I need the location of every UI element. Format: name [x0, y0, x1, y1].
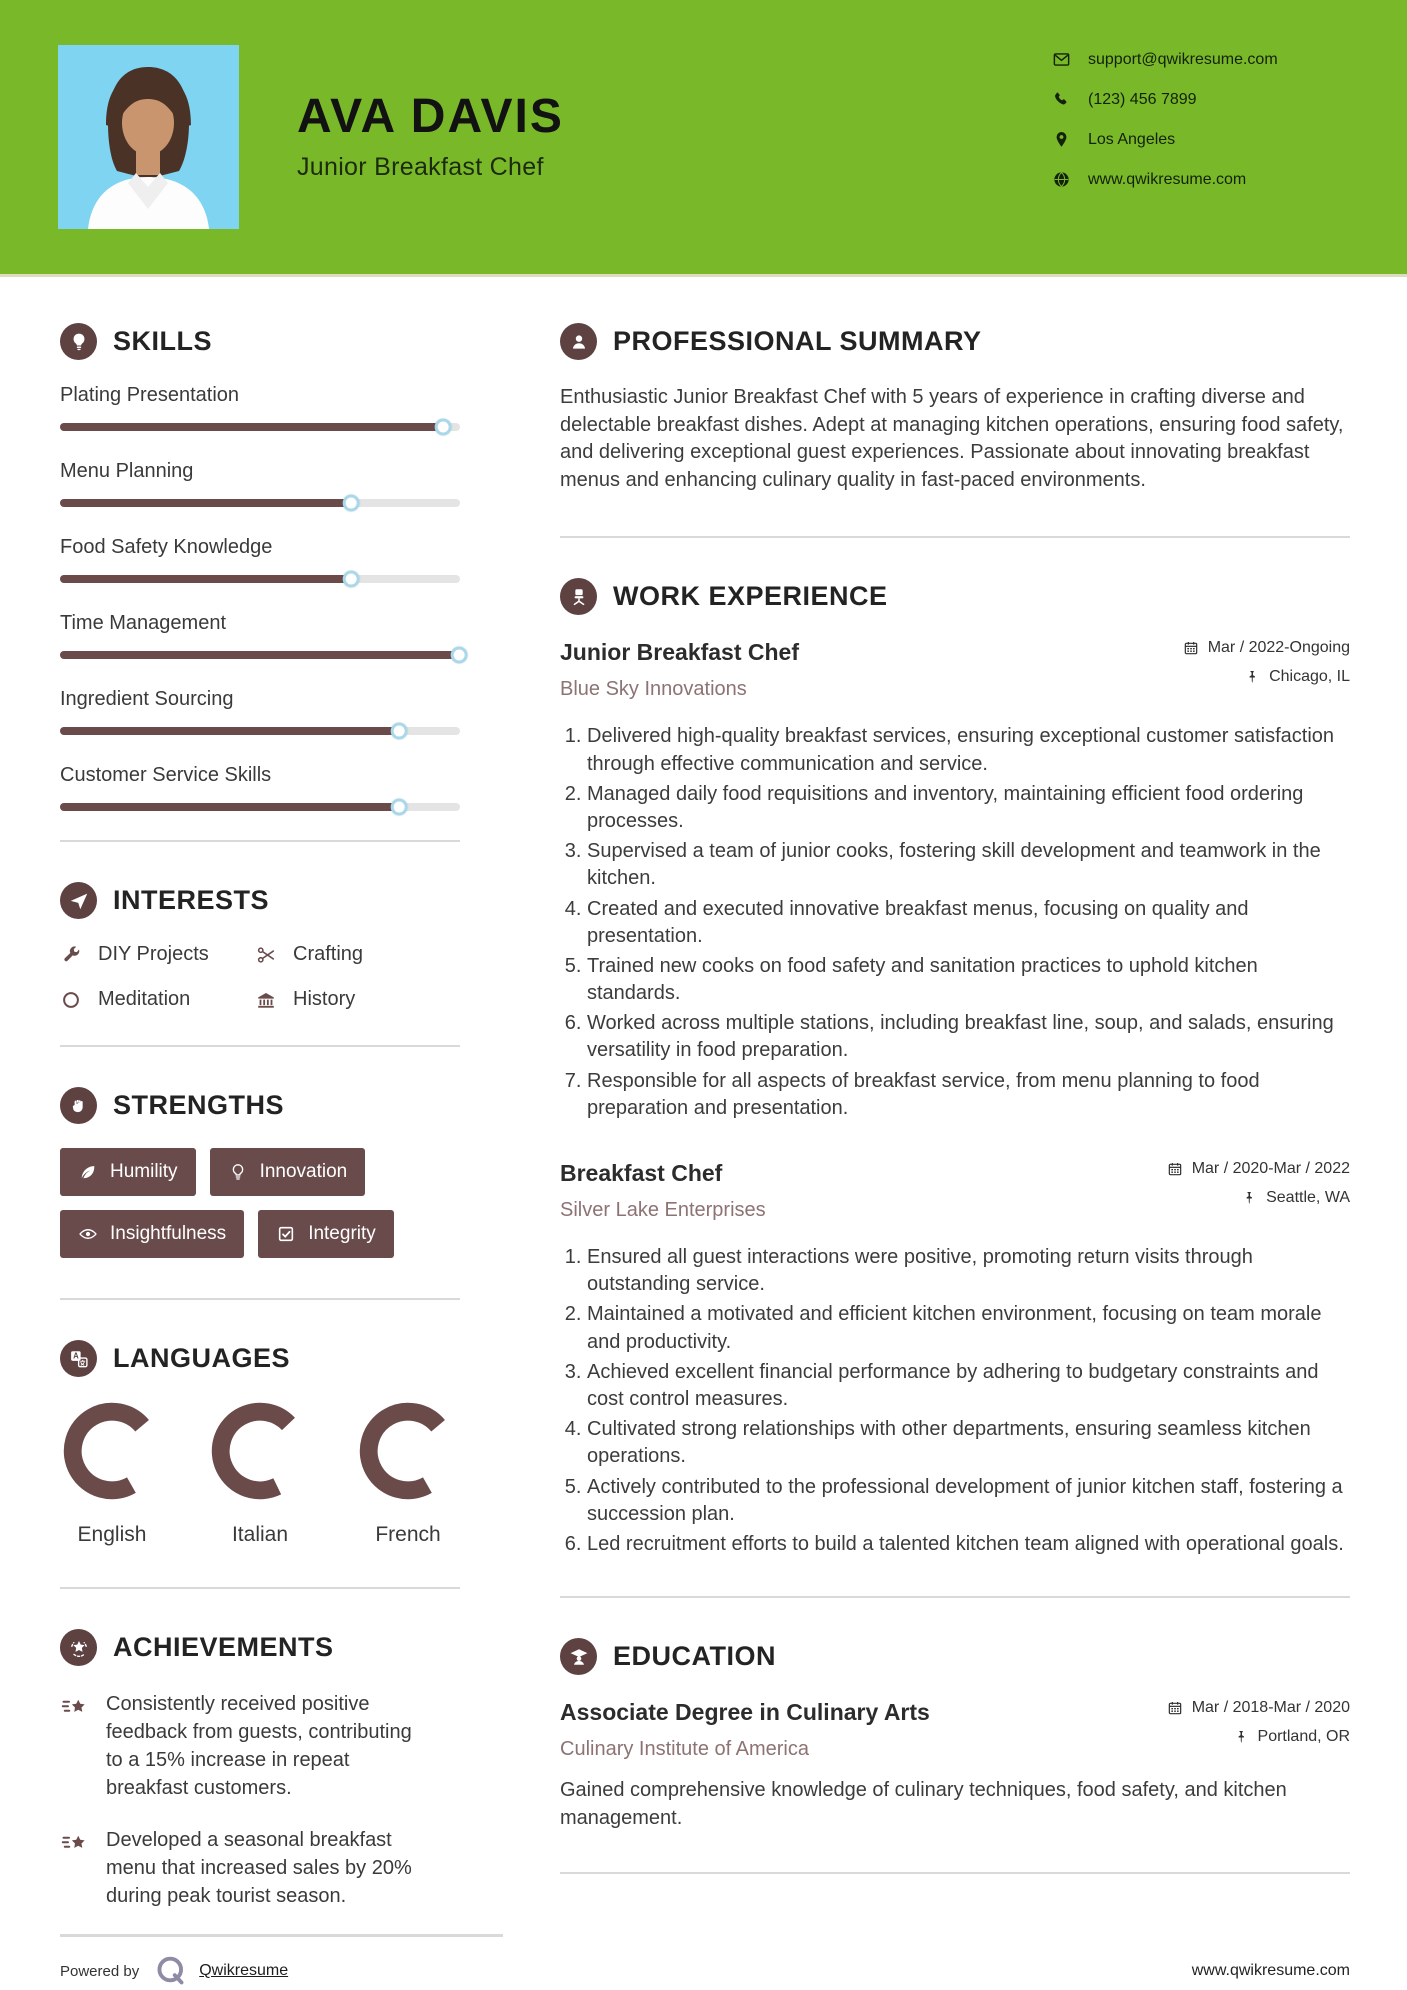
footer	[0, 1934, 1407, 1990]
skill-slider-handle	[343, 571, 360, 588]
job-title: Breakfast Chef	[560, 1160, 723, 1186]
job-title-block	[560, 639, 799, 701]
pushpin-icon	[1244, 669, 1260, 685]
eye-icon	[78, 1224, 98, 1244]
job-bullet: 5. Actively contributed to the professional development of junior kitchen staff, fostering a succession plan.	[587, 1474, 1350, 1528]
paper-plane-icon	[60, 882, 97, 919]
interests-heading: INTERESTS	[113, 885, 270, 915]
job-bullets	[560, 723, 1350, 1122]
qwikresume-link[interactable]: Qwikresume	[199, 1962, 289, 1979]
languages-section	[60, 1300, 460, 1589]
job-company: Silver Lake Enterprises	[560, 1199, 766, 1221]
circle-icon	[60, 989, 82, 1011]
skill-label: Customer Service Skills	[60, 764, 272, 786]
svg-text:A: A	[72, 1351, 79, 1361]
achievements-section	[60, 1589, 460, 1910]
graduation-icon	[560, 1638, 597, 1675]
interests-list	[60, 943, 460, 1011]
achievements-list	[60, 1690, 460, 1910]
skill-slider	[60, 651, 460, 659]
job-bullet: 2. Maintained a motivated and efficient kitchen environment, focusing on team morale and productivity.	[587, 1301, 1350, 1355]
skill-slider-fill	[60, 499, 352, 507]
calendar-icon	[1167, 1700, 1183, 1716]
profile-photo	[58, 45, 239, 229]
wrench-icon	[60, 944, 82, 966]
job-title: Junior Breakfast Chef	[560, 639, 800, 666]
interest-label: Crafting	[293, 943, 364, 965]
strengths-heading: STRENGTHS	[113, 1090, 285, 1120]
languages-list	[60, 1401, 460, 1547]
education-section	[560, 1598, 1350, 1874]
language-donut-chart	[62, 1401, 162, 1501]
skill-slider-handle	[391, 723, 408, 740]
skill-slider-fill	[60, 575, 352, 583]
job-location: Chicago, IL	[1269, 668, 1350, 686]
candidate-title: Junior Breakfast Chef	[297, 152, 544, 181]
interest-item	[255, 988, 460, 1011]
strengths-list	[60, 1148, 460, 1258]
job-date-row	[1183, 639, 1350, 657]
education-date: Mar / 2018-Mar / 2020	[1191, 1699, 1350, 1717]
job-head	[560, 639, 1350, 701]
education-location-row	[1167, 1728, 1350, 1746]
calendar-icon	[1183, 640, 1199, 656]
column-gap	[460, 277, 560, 1934]
candidate-name: AVA DAVIS	[297, 90, 564, 144]
skill-slider	[60, 803, 460, 811]
contact-text: Los Angeles	[1088, 130, 1176, 148]
language-donut-chart	[358, 1401, 458, 1501]
qwikresume-logo-icon	[153, 1953, 189, 1989]
skill-label: Menu Planning	[60, 460, 194, 482]
skill-label: Ingredient Sourcing	[60, 688, 234, 710]
summary-header	[560, 323, 1350, 360]
job-meta	[1183, 639, 1350, 686]
skill-item	[60, 764, 460, 811]
skill-slider-fill	[60, 651, 460, 659]
contact-list	[1052, 50, 1278, 189]
scissors-icon	[255, 944, 277, 966]
translate-icon	[60, 1340, 97, 1377]
achievement-item	[60, 1826, 460, 1910]
strength-tag	[60, 1148, 196, 1196]
interest-item	[60, 943, 255, 966]
job-bullet: 1. Ensured all guest interactions were positive, promoting return visits through outstanding service.	[587, 1244, 1350, 1298]
strength-label: Humility	[110, 1161, 178, 1182]
interest-label: History	[293, 988, 356, 1010]
skills-heading: SKILLS	[113, 326, 213, 356]
interest-item	[255, 943, 460, 966]
language-item	[208, 1401, 312, 1547]
skill-slider-handle	[343, 495, 360, 512]
shooting-star-icon	[60, 1828, 90, 1858]
skill-slider-handle	[451, 647, 468, 664]
languages-header	[60, 1340, 460, 1377]
skill-slider-handle	[435, 419, 452, 436]
identity-block	[297, 92, 564, 181]
strength-label: Integrity	[308, 1223, 376, 1244]
skills-list	[60, 384, 460, 811]
office-chair-icon	[560, 578, 597, 615]
interest-label: Meditation	[98, 988, 191, 1010]
strength-label: Insightfulness	[110, 1223, 227, 1244]
skill-slider-fill	[60, 423, 444, 431]
language-item	[356, 1401, 460, 1547]
job-bullet: 7. Responsible for all aspects of breakfast service, from menu planning to food preparation and presentation.	[587, 1068, 1350, 1122]
job-bullet: 3. Supervised a team of junior cooks, fostering skill development and teamwork in the kitchen.	[587, 838, 1350, 892]
strength-label: Innovation	[259, 1161, 348, 1182]
skill-item	[60, 612, 460, 659]
shooting-star-icon	[60, 1692, 90, 1722]
job-bullet: 2. Managed daily food requisitions and inventory, maintaining efficient food ordering processes.	[587, 781, 1350, 835]
job-date: Mar / 2020-Mar / 2022	[1191, 1160, 1350, 1177]
bulb-outline-icon	[228, 1162, 248, 1182]
languages-heading: LANGUAGES	[113, 1343, 291, 1373]
job-location-row	[1183, 668, 1350, 686]
interests-section	[60, 842, 460, 1047]
leaf-icon	[78, 1162, 98, 1182]
job-bullets	[560, 1244, 1350, 1558]
powered-by-label: Powered by	[60, 1962, 140, 1980]
education-head	[560, 1699, 1350, 1761]
education-header	[560, 1638, 1350, 1675]
skill-item	[60, 536, 460, 583]
achievements-header	[60, 1629, 460, 1666]
job-bullet: 6. Worked across multiple stations, including breakfast line, soup, and salads, ensuring versatility in food preparation.	[587, 1010, 1350, 1064]
job-bullet: 3. Achieved excellent financial performance by adhering to budgetary constraints and cost control measures.	[587, 1359, 1350, 1413]
strengths-section	[60, 1047, 460, 1300]
education-location: Portland, OR	[1257, 1728, 1350, 1746]
job-location-row	[1167, 1189, 1350, 1207]
job-date: Mar / 2022-Ongoing	[1207, 639, 1350, 657]
skill-slider	[60, 575, 460, 583]
summary-heading: PROFESSIONAL SUMMARY	[613, 326, 982, 356]
skill-slider	[60, 499, 460, 507]
skill-item	[60, 384, 460, 431]
star-medal-icon	[60, 1629, 97, 1666]
skills-header	[60, 323, 460, 360]
skill-slider	[60, 727, 460, 735]
footer-site-text: www.qwikresume.com	[1191, 1962, 1350, 1979]
job-head	[560, 1160, 1350, 1222]
pushpin-icon	[1233, 1729, 1249, 1745]
phone-icon	[1052, 90, 1071, 109]
checkbox-icon	[276, 1224, 296, 1244]
skills-section	[60, 277, 460, 842]
strengths-header	[60, 1087, 460, 1124]
envelope-icon	[1052, 50, 1071, 69]
education-heading: EDUCATION	[613, 1641, 776, 1672]
job-bullet: 5. Trained new cooks on food safety and sanitation practices to uphold kitchen standards.	[587, 953, 1350, 1007]
strength-tag	[258, 1210, 394, 1258]
job-bullet: 4. Created and executed innovative breakfast menus, focusing on quality and presentation.	[587, 896, 1350, 950]
work-header	[560, 578, 1350, 615]
education-date-row	[1167, 1699, 1350, 1717]
achievement-text: Consistently received positive feedback from guests, contributing to a 15% increase in repeat breakfast customers.	[106, 1693, 412, 1799]
jobs-list	[560, 639, 1350, 1558]
contact-text: www.qwikresume.com	[1088, 170, 1247, 188]
interest-item	[60, 988, 255, 1011]
strength-tag	[60, 1210, 244, 1258]
language-item	[60, 1401, 164, 1547]
interests-header	[60, 882, 460, 919]
job-bullet: 1. Delivered high-quality breakfast services, ensuring exceptional customer satisfaction through effective communication and service.	[587, 723, 1350, 777]
language-label: Italian	[231, 1523, 289, 1546]
work-section	[560, 538, 1350, 1598]
summary-text: Enthusiastic Junior Breakfast Chef with 5 years of experience in crafting diverse and delectable breakfast dishes. Adept at managing kitchen operations, ensuring food safety, and delivering exceptional guest experiences. Passionate about innovating breakfast menus and enhancing culinary quality in fast-paced environments.	[560, 386, 1344, 491]
contact-text: (123) 456 7899	[1088, 90, 1197, 108]
summary-section	[560, 277, 1350, 538]
pushpin-icon	[1241, 1190, 1257, 1206]
sidebar	[60, 277, 460, 1934]
lightbulb-icon	[60, 323, 97, 360]
skill-slider	[60, 423, 460, 431]
achievement-item	[60, 1690, 460, 1802]
skill-slider-handle	[391, 799, 408, 816]
job-meta	[1167, 1160, 1350, 1207]
education-text: Gained comprehensive knowledge of culinary techniques, food safety, and kitchen management.	[560, 1779, 1287, 1829]
main-column	[560, 277, 1350, 1934]
education-title-block	[560, 1699, 930, 1761]
skill-item	[60, 460, 460, 507]
header	[0, 0, 1407, 277]
achievements-heading: ACHIEVEMENTS	[113, 1632, 334, 1662]
content	[0, 277, 1407, 1934]
job-entry	[560, 1160, 1350, 1558]
contact-item[interactable]	[1052, 170, 1278, 189]
work-heading: WORK EXPERIENCE	[613, 581, 888, 612]
fist-icon	[60, 1087, 97, 1124]
language-label: French	[375, 1523, 441, 1546]
museum-icon	[255, 989, 277, 1011]
location-pin-icon	[1052, 130, 1071, 149]
profile-photo-illustration	[58, 45, 239, 229]
skill-item	[60, 688, 460, 735]
job-entry	[560, 639, 1350, 1122]
footer-row	[60, 1937, 1350, 1990]
contact-item[interactable]	[1052, 90, 1278, 109]
divider	[560, 1872, 1350, 1874]
achievement-text: Developed a seasonal breakfast menu that increased sales by 20% during peak tourist season.	[106, 1829, 412, 1907]
language-label: English	[77, 1523, 147, 1546]
job-location: Seattle, WA	[1266, 1189, 1350, 1206]
skill-label: Food Safety Knowledge	[60, 536, 273, 558]
job-date-row	[1167, 1160, 1350, 1178]
education-degree: Associate Degree in Culinary Arts	[560, 1699, 930, 1726]
globe-icon	[1052, 170, 1071, 189]
calendar-icon	[1167, 1161, 1183, 1177]
job-bullet: 6. Led recruitment efforts to build a talented kitchen team aligned with operational goals.	[587, 1531, 1350, 1558]
contact-text: support@qwikresume.com	[1088, 50, 1278, 68]
strength-tag	[210, 1148, 366, 1196]
interest-label: DIY Projects	[98, 943, 209, 965]
job-title-block	[560, 1160, 766, 1222]
education-school: Culinary Institute of America	[560, 1738, 809, 1761]
skill-label: Plating Presentation	[60, 384, 240, 406]
job-company: Blue Sky Innovations	[560, 678, 747, 701]
education-meta	[1167, 1699, 1350, 1746]
skill-slider-fill	[60, 727, 400, 735]
skill-label: Time Management	[60, 612, 226, 634]
person-icon	[560, 323, 597, 360]
contact-item[interactable]	[1052, 50, 1278, 69]
job-bullet: 4. Cultivated strong relationships with other departments, ensuring seamless kitchen operations.	[587, 1416, 1350, 1470]
language-donut-chart	[210, 1401, 310, 1501]
contact-item[interactable]	[1052, 130, 1278, 149]
skill-slider-fill	[60, 803, 400, 811]
